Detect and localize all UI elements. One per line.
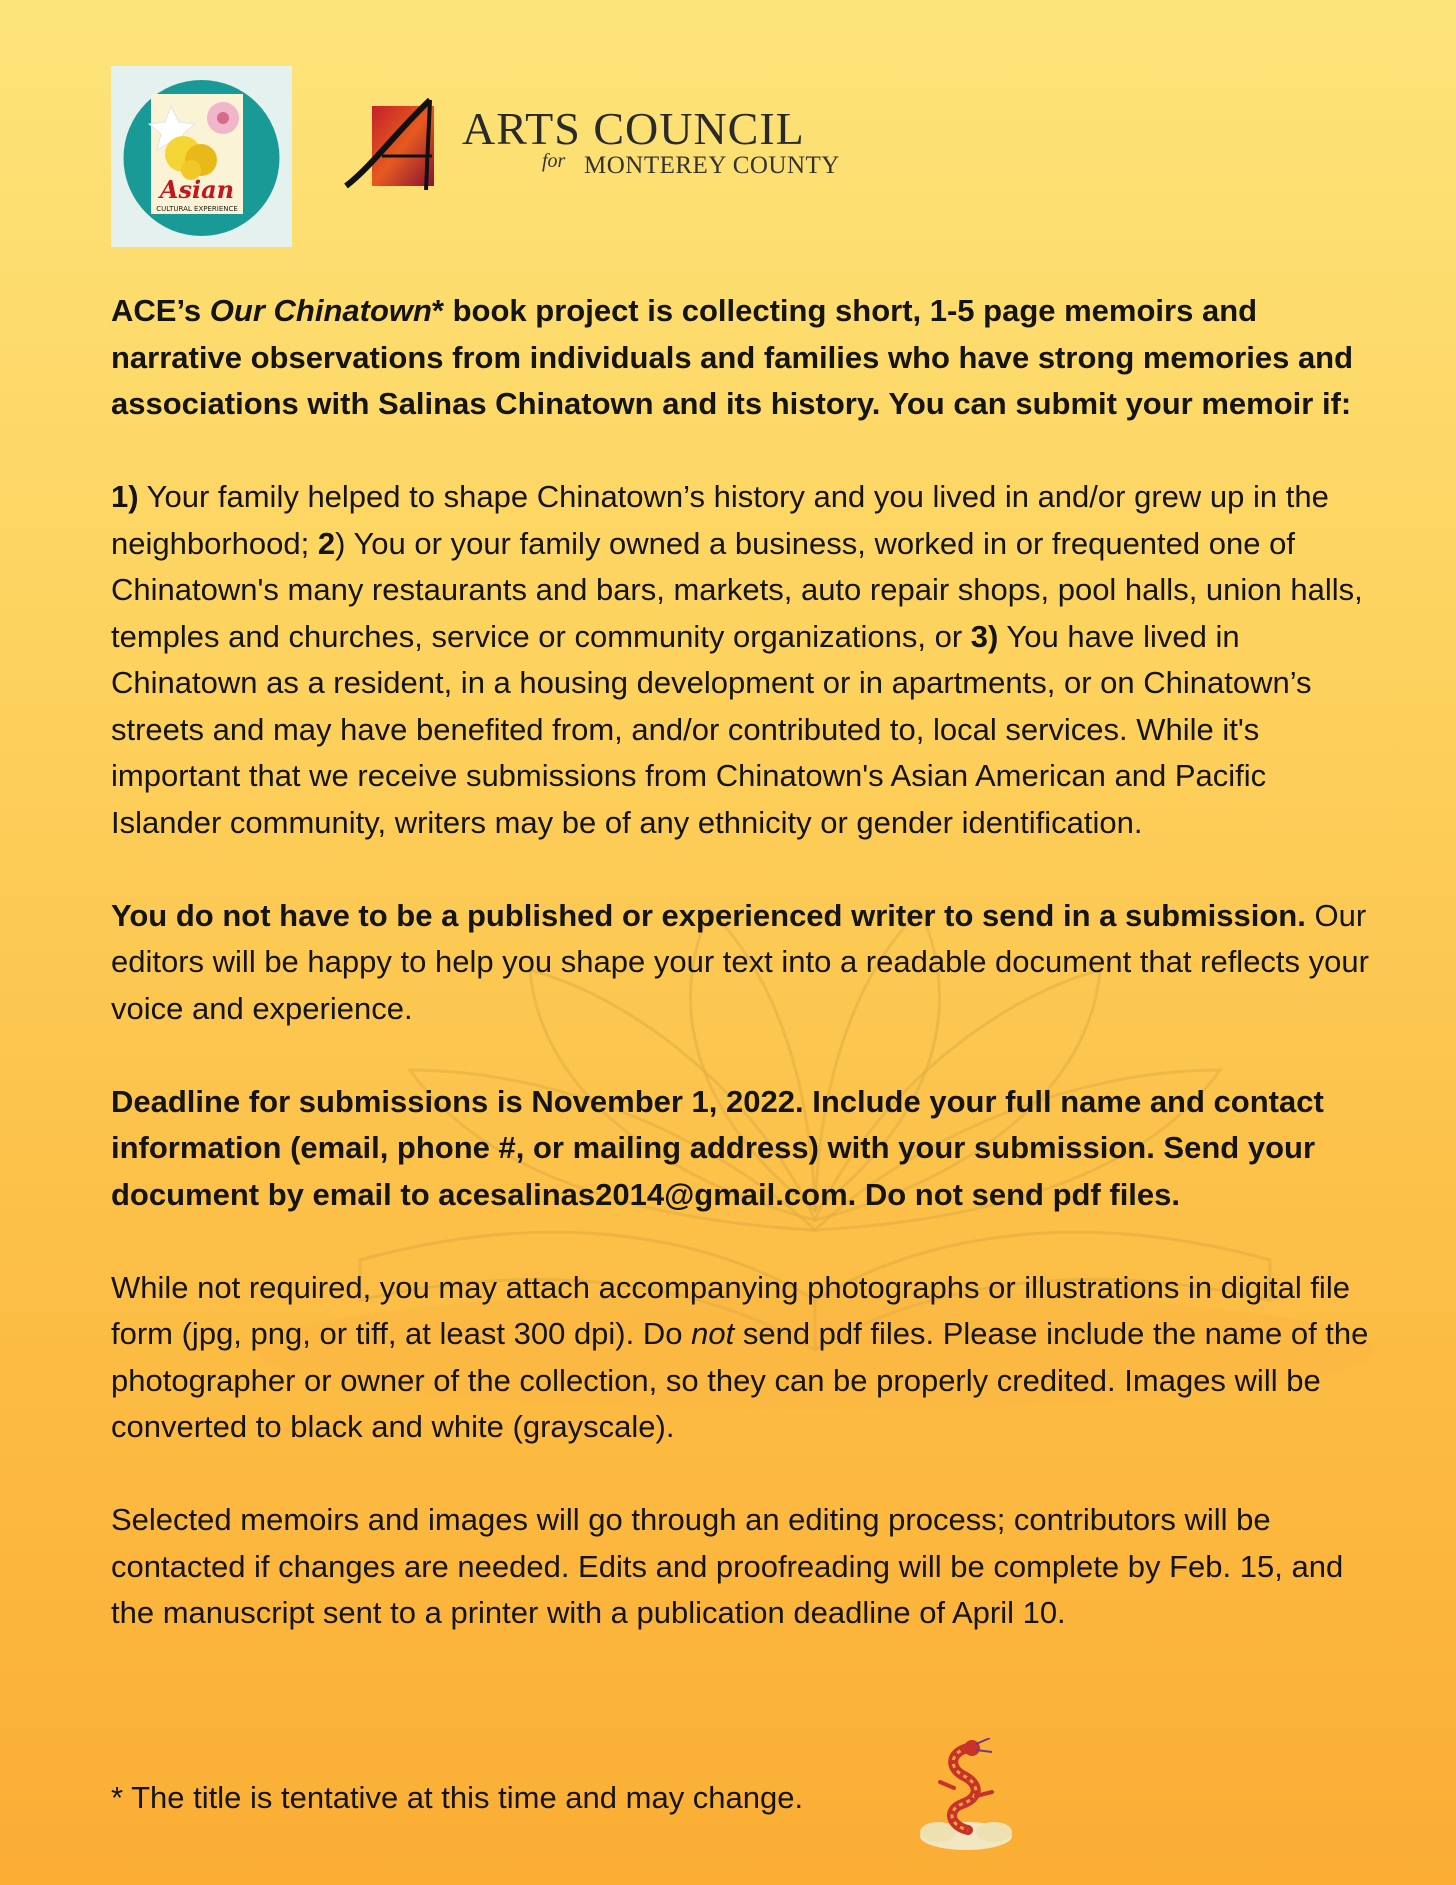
ace-logo (111, 66, 292, 247)
arts-council-title: ARTS COUNCIL (462, 103, 805, 154)
criteria-num-2: 2 (317, 525, 336, 561)
arts-council-a-mark (342, 96, 452, 196)
photos-paragraph (111, 1265, 1371, 1451)
arts-council-logo (342, 96, 840, 196)
intro-paragraph (111, 288, 1371, 428)
intro-rest: * book project is collecting short, 1-5 page memoirs and narrative observations from individuals and families who have strong memories and associations with Salinas Chinatown and its history. You can submit your memoir if: (111, 293, 1354, 421)
title-footnote: * The title is tentative at this time and may change. (111, 1780, 804, 1815)
photos-before: While not required, you may attach accompanying photographs or illustrations in digital file form (jpg, png, or tiff, at least 300 dpi). Do (111, 1269, 1350, 1351)
writers-bold: You do not have to be a published or experienced writer to send in a submission. (111, 897, 1306, 933)
photos-emph: not (691, 1316, 735, 1351)
ace-logo-wordmark: Asian (159, 175, 235, 204)
writers-text: Our editors will be happy to help you shape your text into a readable document that reflects your voice and experience. (111, 897, 1369, 1026)
photos-after: send pdf files. Please include the name of the photographer or owner of the collection, so they can be properly credited. Images will be converted to black and white (grayscale). (111, 1316, 1369, 1444)
process-paragraph: Selected memoirs and images will go through an editing process; contributors will be contacted if changes are needed. Edits and proofreading will be complete by Feb. 15, and the manuscript sent to a printer with a publication deadline of April 10. (111, 1502, 1344, 1630)
arts-council-county: MONTEREY COUNTY (584, 152, 840, 179)
criteria-paragraph (111, 474, 1371, 846)
criteria-num-3: 3) (970, 618, 999, 654)
criteria-text-3: You have lived in Chinatown as a resident, in a housing development or in apartments, or on Chinatown’s streets and may have benefited from, and/or contributed to, local services. While it's important that we receive submissions from Chinatown's Asian American and Pacific Islander community, writers may be of any ethnicity or gender identification. (111, 618, 1312, 840)
deadline-paragraph: Deadline for submissions is November 1, 2022. Include your full name and contact information (email, phone #, or mailing address) with your submission. Send your document by email to acesalinas2014@gmail.com. Do not send pdf files. (111, 1083, 1324, 1212)
criteria-text-1: Your family helped to shape Chinatown’s history and you lived in and/or grew up in the neighborhood; (111, 479, 1329, 561)
flyer-body (111, 288, 1371, 1637)
criteria-text-2: ) You or your family owned a business, worked in or frequented one of Chinatown's many restaurants and bars, markets, auto repair shops, pool halls, union halls, temples and churches, service or community organizations, or (111, 525, 1363, 654)
ace-logo-subtext: CULTURAL EXPERIENCE (156, 205, 238, 213)
criteria-num-1: 1) (111, 479, 139, 514)
dragon-icon (910, 1738, 1022, 1854)
writers-paragraph (111, 893, 1371, 1033)
arts-council-for: for (542, 150, 566, 172)
intro-lead: ACE’s (111, 293, 210, 328)
book-title: Our Chinatown (209, 293, 432, 328)
